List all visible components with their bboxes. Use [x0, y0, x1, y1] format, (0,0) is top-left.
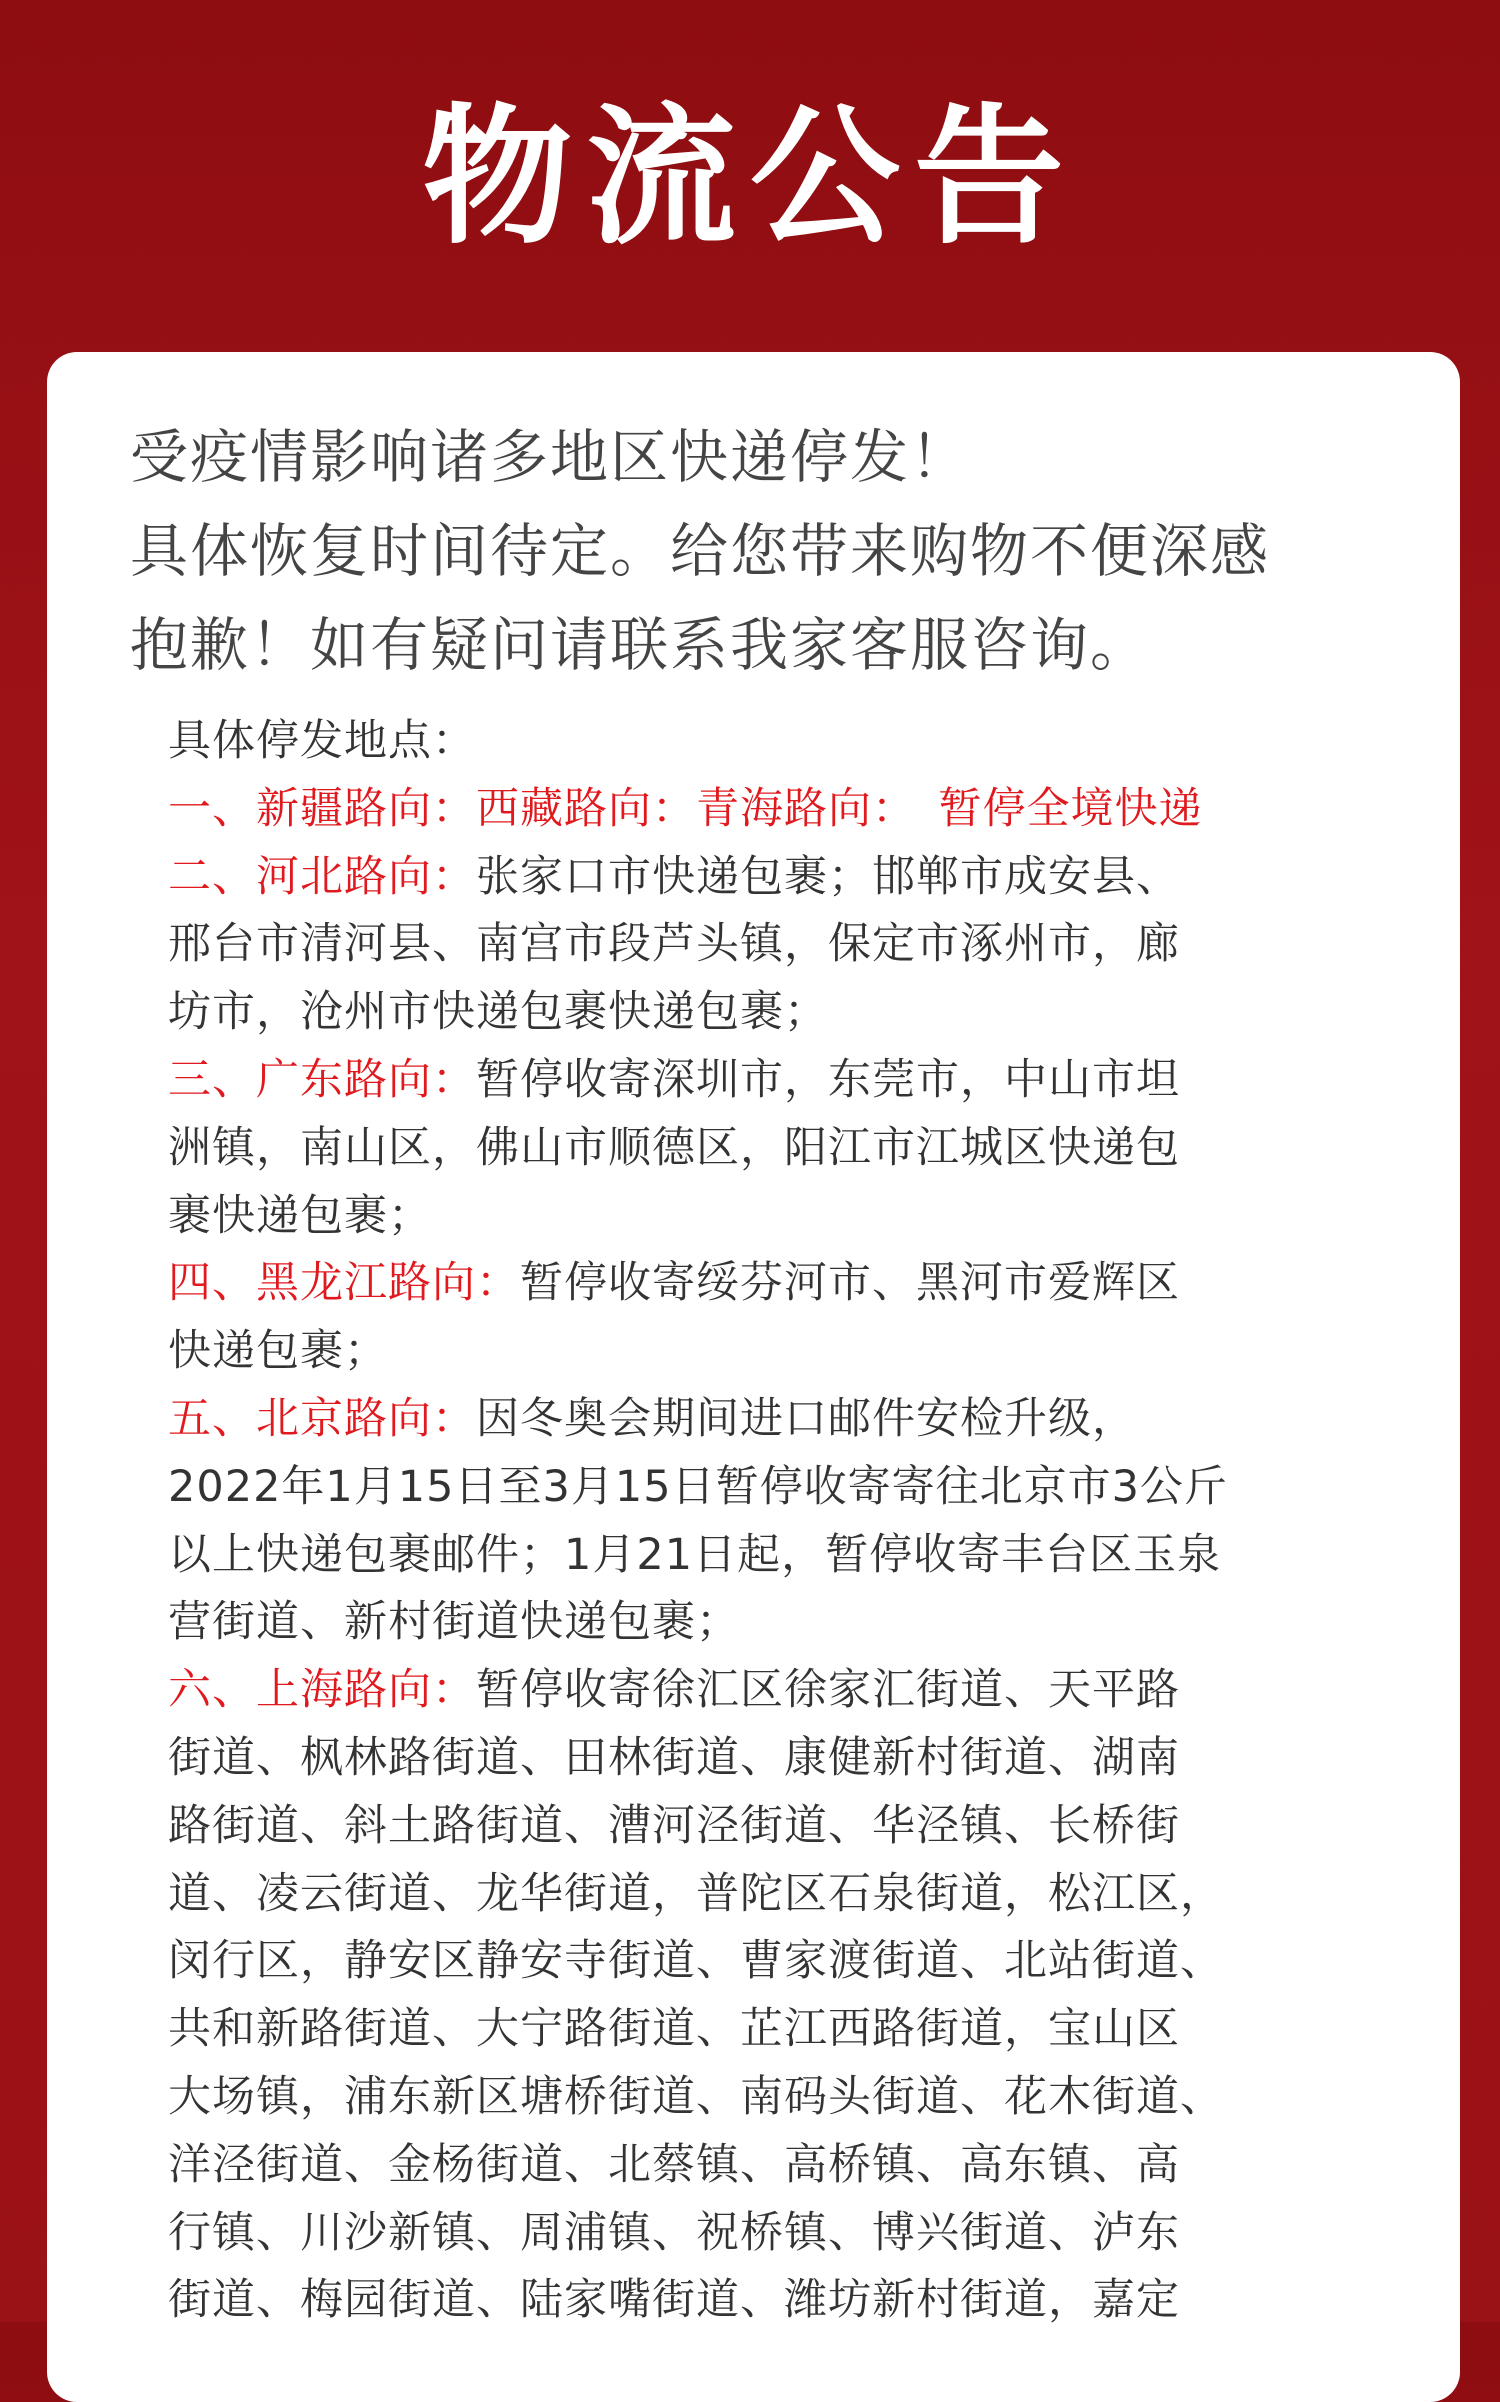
- section-text: 坊市，沧州市快递包裹快递包裹；: [168, 987, 828, 1038]
- section-text: 街道、梅园街道、陆家嘴街道、潍坊新村街道，嘉定: [168, 2275, 1180, 2326]
- section-beijing: [168, 1386, 1388, 1454]
- intro-line: 具体恢复时间待定。给您带来购物不便深感: [130, 517, 1271, 585]
- section-shanghai: [168, 1657, 1388, 1725]
- section-text: 街道、枫林路街道、田林街道、康健新村街道、湖南: [168, 1732, 1180, 1783]
- section-label: 三、广东路向：: [168, 1054, 476, 1105]
- section-text: 裹快递包裹；: [168, 1190, 432, 1241]
- section-text: 路街道、斜土路街道、漕河泾街道、华泾镇、长桥街: [168, 1800, 1180, 1851]
- intro-text: [130, 410, 1390, 692]
- section-text: 快递包裹；: [168, 1326, 388, 1377]
- section-text: 大场镇，浦东新区塘桥街道、南码头街道、花木街道、: [168, 2071, 1224, 2122]
- section-label: 五、北京路向：: [168, 1393, 476, 1444]
- section-text: 行镇、川沙新镇、周浦镇、祝桥镇、博兴街道、泸东: [168, 2207, 1180, 2258]
- section-text: 邢台市清河县、南宫市段芦头镇，保定市涿州市，廊: [168, 919, 1180, 970]
- section-hebei: [168, 844, 1388, 912]
- section-text: 营街道、新村街道快递包裹；: [168, 1597, 740, 1648]
- section-guangdong: [168, 1047, 1388, 1115]
- section-text: 闵行区，静安区静安寺街道、曹家渡街道、北站街道、: [168, 1936, 1224, 1987]
- section-xinjiang-xizang-qinghai: 一、新疆路向：西藏路向：青海路向： 暂停全境快递: [168, 783, 1203, 834]
- section-label: 四、黑龙江路向：: [168, 1258, 520, 1309]
- section-text: 洋泾街道、金杨街道、北蔡镇、高桥镇、高东镇、高: [168, 2139, 1180, 2190]
- section-text: 洲镇，南山区，佛山市顺德区，阳江市江城区快递包: [168, 1122, 1180, 1173]
- section-text: 张家口市快递包裹；邯郸市成安县、: [476, 851, 1180, 902]
- section-text: 2022年1月15日至3月15日暂停收寄寄往北京市3公斤: [168, 1461, 1228, 1512]
- page-title: 物流公告: [421, 91, 1078, 265]
- section-text: 以上快递包裹邮件；1月21日起，暂停收寄丰台区玉泉: [168, 1529, 1222, 1580]
- section-heilongjiang: [168, 1250, 1388, 1318]
- intro-line: 抱歉！如有疑问请联系我家客服咨询。: [130, 611, 1151, 679]
- section-text: 暂停收寄绥芬河市、黑河市爱辉区: [520, 1258, 1180, 1309]
- section-label: 六、上海路向：: [168, 1665, 476, 1716]
- intro-line: 受疫情影响诸多地区快递停发！: [130, 423, 971, 491]
- section-label: 二、河北路向：: [168, 851, 476, 902]
- section-text: 暂停收寄徐汇区徐家汇街道、天平路: [476, 1665, 1180, 1716]
- section-text: 暂停收寄深圳市，东莞市，中山市坦: [476, 1054, 1180, 1105]
- section-text: 共和新路街道、大宁路街道、芷江西路街道，宝山区: [168, 2004, 1180, 2055]
- details-heading: 具体停发地点：: [168, 716, 476, 766]
- section-text: 道、凌云街道、龙华街道，普陀区石泉街道，松江区，: [168, 1868, 1224, 1919]
- suspension-details: [168, 708, 1388, 2335]
- section-text: 因冬奥会期间进口邮件安检升级，: [476, 1393, 1136, 1444]
